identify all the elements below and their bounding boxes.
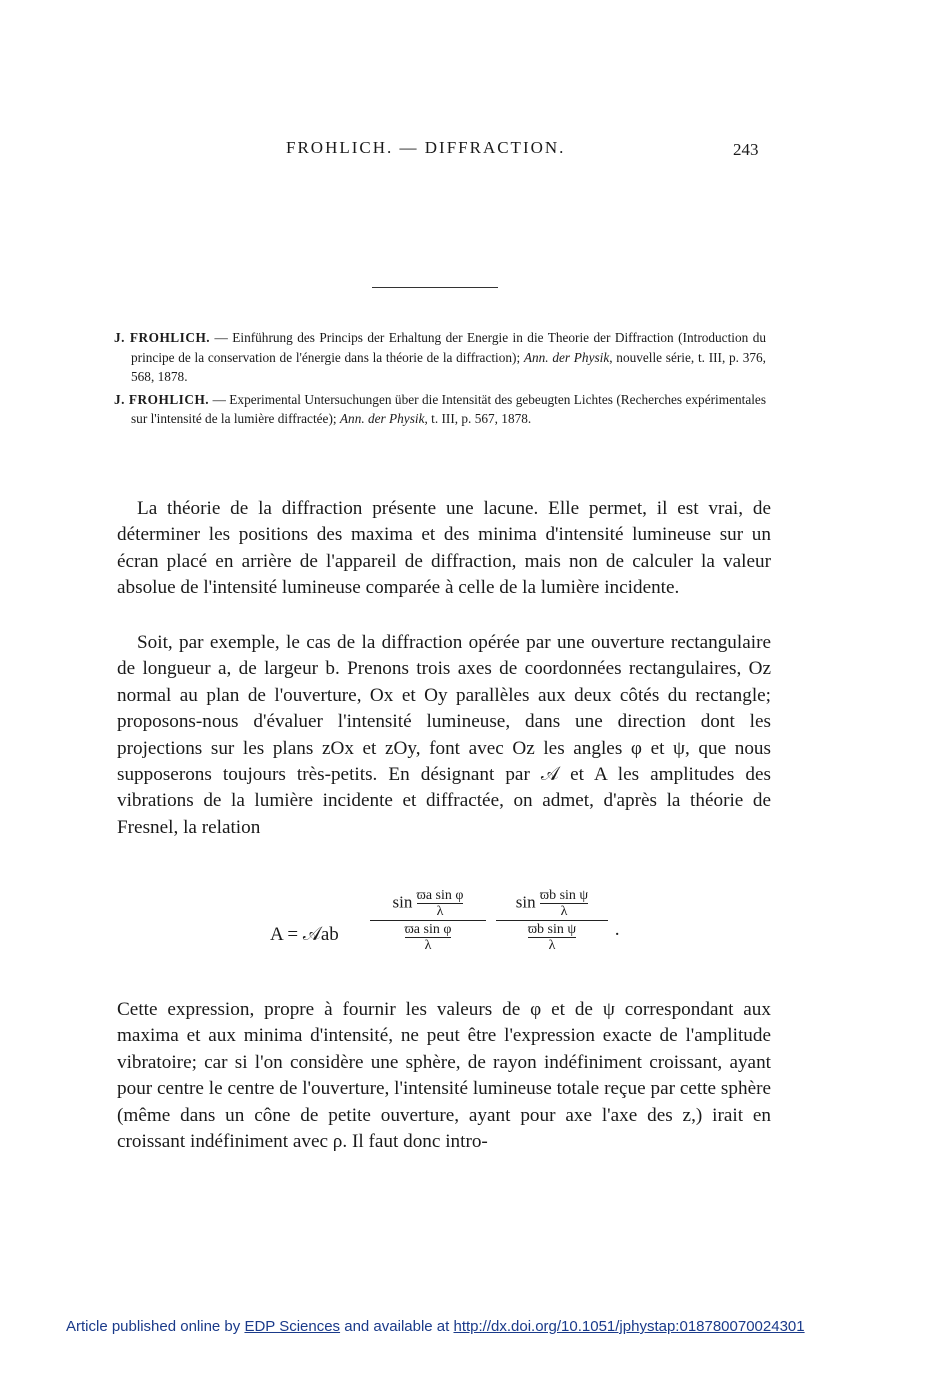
reference-tail: , t. III, p. 567, 1878. (424, 411, 532, 426)
running-title: FROHLICH. — DIFFRACTION. (286, 138, 566, 157)
reference-text: — Experimental Untersuchungen über die Intensität des gebeugten Lichtes (Recherches expérimentales sur l'intensité de la lumière diffractée); (131, 391, 766, 426)
reference-item (114, 390, 766, 429)
reference-author: J. FROHLICH. (114, 391, 210, 407)
reference-tail: , nouvelle série, t. III, p. 376, 568, 1878. (131, 349, 766, 384)
equation-lhs: A = 𝒜ab (270, 924, 339, 945)
paragraph-setup: Soit, par exemple, le cas de la diffraction opérée par une ouverture rectangulaire de longueur a, de largeur b. Prenons trois axes de coordonnées rectangulaires, Oz normal au plan de l'ouverture, Ox et Oy parallèles aux deux côtés du rectangle; proposons-nous d'évaluer l'intensité lumineuse, dans une direction dont les projections sur les plans zOx et zOy, font avec Oz les angles φ et ψ, que nous supposerons toujours très-petits. En désignant par 𝒜 et A les amplitudes des vibrations de la lumière incidente et diffractée, on admet, d'après la théorie de Fresnel, la relation (117, 632, 771, 838)
publication-footer (66, 1318, 805, 1335)
reference-journal: Ann. der Physik (523, 349, 610, 365)
page-number: 243 (733, 140, 759, 159)
reference-journal: Ann. der Physik (339, 411, 425, 426)
paragraph-intro: La théorie de la diffraction présente une lacune. Elle permet, il est vrai, de déterminer les positions des maxima et des minima d'intensité lumineuse sur un écran placé en arrière de l'appareil de diffraction, mais non de calculer la valeur absolue de l'intensité lumineuse comparée à celle de la lumière incidente. (117, 498, 771, 599)
reference-item (114, 328, 766, 387)
publisher-link[interactable]: EDP Sciences (244, 1318, 341, 1335)
references-block (114, 328, 766, 432)
paragraph-critique: Cette expression, propre à fournir les valeurs de φ et de ψ correspondant aux maxima et aux minima d'intensité, ne peut être l'expression exacte de l'amplitude vibratoire; car si l'on considère une sphère, de rayon indéfiniment croissant, ayant pour centre le centre de l'ouverture, l'intensité lumineuse totale reçue par cette sphère (même dans un cône de petite ouverture, ayant pour axe l'axe des z,) irait en croissant indéfiniment avec ρ. Il faut donc intro- (117, 999, 771, 1153)
doi-link[interactable]: http://dx.doi.org/10.1051/jphystap:018780070024301 (453, 1318, 805, 1335)
equation-fraction-b: sin $\frac{\text{ϖb sin ψ}}{\lambda}$ $\frac{\text{ϖb sin ψ}}{\lambda}$ (496, 888, 608, 953)
section-divider (372, 287, 498, 288)
fresnel-equation (270, 888, 640, 984)
equation-end-dot: · (614, 924, 621, 945)
equation-fraction-a: sin $\frac{\text{ϖa sin φ}}{\lambda}$ $\frac{\text{ϖa sin φ}}{\lambda}$ (370, 888, 486, 953)
reference-author: J. FROHLICH. (114, 330, 211, 345)
reference-text: — Einführung des Princips der Erhaltung der Energie in die Theorie der Diffraction (Introduction du principe de la conservation de l'énergie dans la théorie de la diffraction); (131, 330, 766, 365)
footer-middle: and available at (340, 1318, 454, 1335)
footer-prefix: Article published online by (66, 1318, 245, 1335)
